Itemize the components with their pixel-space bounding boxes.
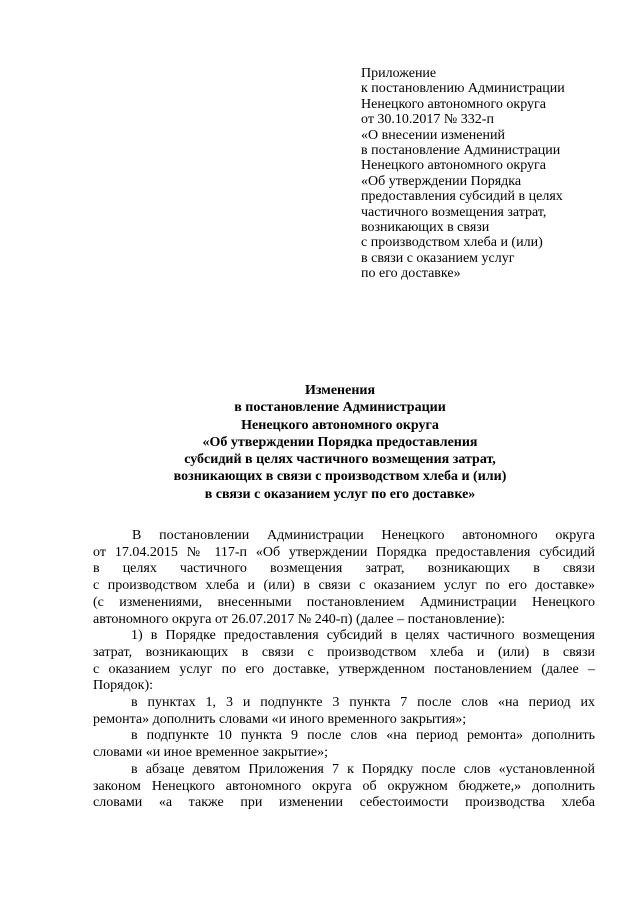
document-title	[80, 382, 600, 503]
paragraph-line: в пунктах 1, 3 и подпункте 3 пункта 7 после слов «на период их	[131, 695, 595, 711]
paragraph-intro	[93, 528, 595, 628]
paragraph-points-1-3	[93, 695, 595, 728]
paragraph-line: словами «и иное временное закрытие»;	[93, 745, 328, 761]
appendix-block	[361, 66, 611, 282]
title-line: в постановление Администрации	[234, 400, 446, 416]
paragraph-line: в абзаце девятом Приложения 7 к Порядку после слов «установленной	[131, 761, 595, 777]
paragraph-line: 1) в Порядке предоставления субсидий в целях частичного возмещения	[131, 628, 595, 644]
appendix-line: возникающих в связи	[361, 220, 490, 236]
appendix-line: с производством хлеба и (или)	[361, 235, 543, 251]
title-line: Изменения	[304, 383, 376, 398]
title-line: возникающих в связи с производством хлеба и (или)	[173, 469, 507, 485]
paragraph-line: автономного округа от 26.07.2017 № 240-п) (далее – постановление):	[93, 611, 506, 627]
appendix-line: частичного возмещения затрат,	[361, 204, 547, 220]
paragraph-line: законом Ненецкого автономного округа об окружном бюджете,» дополнить	[93, 778, 595, 794]
title-line: в связи с оказанием услуг по его доставке»	[204, 486, 476, 502]
title-line: Ненецкого автономного округа	[241, 417, 439, 433]
paragraph-line: в подпункте 10 пункта 9 после слов «на период ремонта» дополнить	[131, 728, 595, 744]
appendix-line: в связи с оказанием услуг	[361, 250, 515, 266]
paragraph-line: словами «а также при изменении себестоимости производства хлеба	[93, 795, 595, 811]
appendix-line: Приложение	[361, 66, 437, 81]
paragraph-line: Порядок):	[93, 678, 154, 694]
appendix-line: Ненецкого автономного округа	[361, 158, 546, 174]
appendix-line: в постановление Администрации	[361, 143, 561, 159]
paragraph-subpoint-10	[93, 728, 595, 761]
paragraph-line: ремонта» дополнить словами «и иного временного закрытия»;	[93, 711, 467, 727]
paragraph-line: затрат, возникающих в связи с производством хлеба и (или) в связи	[93, 644, 595, 660]
appendix-line: «Об утверждении Порядка	[361, 173, 522, 189]
document-body	[93, 528, 595, 812]
appendix-line: «О внесении изменений	[361, 127, 505, 143]
appendix-line: к постановлению Администрации	[361, 81, 565, 97]
paragraph-line: в целях частичного возмещения затрат, возникающих в связи	[93, 561, 595, 577]
paragraph-line: с производством хлеба и (или) в связи с оказанием услуг по его доставке»	[93, 578, 595, 594]
paragraph-line: от 17.04.2015 № 117-п «Об утверждении Порядка предоставления субсидий	[93, 544, 595, 560]
paragraph-line: В постановлении Администрации Ненецкого автономного округа	[132, 528, 595, 543]
appendix-line: по его доставке»	[361, 266, 461, 282]
appendix-line: от 30.10.2017 № 332-п	[361, 112, 494, 128]
title-line: субсидий в целях частичного возмещения затрат,	[184, 452, 496, 468]
paragraph-item-1	[93, 628, 595, 695]
paragraph-line: (с изменениями, внесенными постановлением Администрации Ненецкого	[93, 594, 595, 610]
paragraph-appendix-7	[93, 762, 595, 812]
appendix-line: предоставления субсидий в целях	[361, 189, 563, 205]
paragraph-line: с оказанием услуг по его доставке, утвержденном постановлением (далее –	[93, 661, 595, 677]
appendix-line: Ненецкого автономного округа	[361, 96, 546, 112]
title-line: «Об утверждении Порядка предоставления	[202, 434, 478, 450]
